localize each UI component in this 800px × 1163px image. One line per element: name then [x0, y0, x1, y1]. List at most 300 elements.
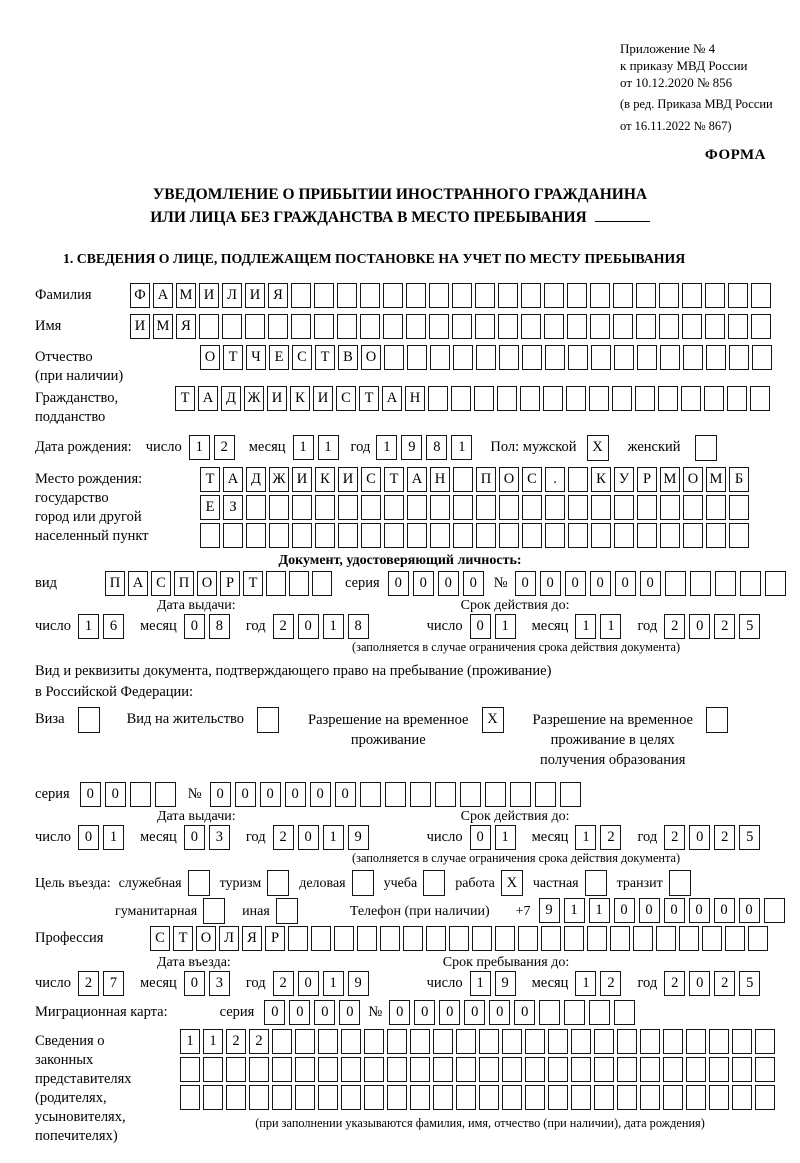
form-cell[interactable]: И	[130, 314, 150, 339]
form-cell[interactable]	[614, 1000, 635, 1025]
form-cell[interactable]	[521, 283, 541, 308]
form-cell[interactable]	[499, 345, 519, 370]
form-cell[interactable]	[729, 345, 749, 370]
form-cell[interactable]	[613, 283, 633, 308]
form-cell[interactable]	[292, 495, 312, 520]
form-cell[interactable]: 0	[540, 571, 561, 596]
form-cell[interactable]: X	[482, 707, 504, 733]
legal-reps-row3-cells[interactable]	[180, 1085, 780, 1110]
form-cell[interactable]	[728, 283, 748, 308]
form-cell[interactable]: 8	[209, 614, 230, 639]
form-cell[interactable]: Я	[242, 926, 262, 951]
residence-issue-year-cells[interactable]	[273, 825, 373, 850]
form-cell[interactable]	[637, 345, 657, 370]
form-cell[interactable]	[589, 386, 609, 411]
form-cell[interactable]: 0	[714, 898, 735, 923]
form-cell[interactable]	[502, 1085, 522, 1110]
form-cell[interactable]: Д	[246, 467, 266, 492]
form-cell[interactable]: 0	[388, 571, 409, 596]
form-cell[interactable]	[535, 782, 556, 807]
residence-expiry-day-cells[interactable]	[470, 825, 520, 850]
birth-year-cells[interactable]	[376, 435, 476, 460]
form-cell[interactable]: Е	[200, 495, 220, 520]
form-cell[interactable]: 0	[80, 782, 101, 807]
form-cell[interactable]: 0	[260, 782, 281, 807]
form-cell[interactable]: С	[522, 467, 542, 492]
form-cell[interactable]: 1	[323, 614, 344, 639]
form-cell[interactable]	[312, 571, 332, 596]
form-cell[interactable]	[479, 1029, 499, 1054]
form-cell[interactable]	[155, 782, 176, 807]
form-cell[interactable]: 1	[600, 614, 621, 639]
form-cell[interactable]: 2	[600, 971, 621, 996]
form-cell[interactable]	[525, 1085, 545, 1110]
form-cell[interactable]: 2	[273, 971, 294, 996]
form-cell[interactable]: Т	[359, 386, 379, 411]
form-cell[interactable]	[203, 1085, 223, 1110]
form-cell[interactable]	[568, 467, 588, 492]
form-cell[interactable]: М	[153, 314, 173, 339]
form-cell[interactable]: С	[151, 571, 171, 596]
form-cell[interactable]	[485, 782, 506, 807]
form-cell[interactable]: 0	[298, 614, 319, 639]
form-cell[interactable]: 1	[293, 435, 314, 460]
form-cell[interactable]	[729, 495, 749, 520]
form-cell[interactable]	[269, 523, 289, 548]
form-cell[interactable]: М	[706, 467, 726, 492]
form-cell[interactable]: 0	[639, 898, 660, 923]
form-cell[interactable]	[750, 386, 770, 411]
form-cell[interactable]	[435, 782, 456, 807]
form-cell[interactable]	[423, 870, 445, 896]
form-cell[interactable]: 1	[495, 825, 516, 850]
form-cell[interactable]	[518, 926, 538, 951]
form-cell[interactable]: 0	[470, 825, 491, 850]
form-cell[interactable]	[295, 1029, 315, 1054]
form-cell[interactable]: 0	[463, 571, 484, 596]
form-cell[interactable]: 0	[184, 614, 205, 639]
form-cell[interactable]	[456, 1029, 476, 1054]
form-cell[interactable]: 1	[589, 898, 610, 923]
form-cell[interactable]	[520, 386, 540, 411]
form-cell[interactable]	[614, 345, 634, 370]
form-cell[interactable]	[315, 495, 335, 520]
form-cell[interactable]: 0	[640, 571, 661, 596]
form-cell[interactable]	[522, 523, 542, 548]
form-cell[interactable]	[560, 782, 581, 807]
identity-expiry-day-cells[interactable]	[470, 614, 520, 639]
form-cell[interactable]: 1	[318, 435, 339, 460]
form-cell[interactable]: 2	[600, 825, 621, 850]
form-cell[interactable]	[383, 314, 403, 339]
residence-issue-month-cells[interactable]	[184, 825, 234, 850]
form-cell[interactable]: Ж	[269, 467, 289, 492]
form-cell[interactable]: Т	[315, 345, 335, 370]
form-cell[interactable]: Я	[176, 314, 196, 339]
form-cell[interactable]	[352, 870, 374, 896]
form-cell[interactable]	[403, 926, 423, 951]
form-cell[interactable]	[640, 1057, 660, 1082]
purpose-other-checkbox[interactable]	[276, 898, 301, 924]
form-cell[interactable]	[765, 571, 786, 596]
form-cell[interactable]	[428, 386, 448, 411]
form-cell[interactable]	[633, 926, 653, 951]
form-cell[interactable]	[658, 386, 678, 411]
form-cell[interactable]: 0	[210, 782, 231, 807]
form-cell[interactable]	[544, 283, 564, 308]
form-cell[interactable]	[683, 345, 703, 370]
form-cell[interactable]: 1	[495, 614, 516, 639]
form-cell[interactable]	[360, 283, 380, 308]
form-cell[interactable]	[660, 345, 680, 370]
form-cell[interactable]: Т	[175, 386, 195, 411]
form-cell[interactable]	[289, 571, 309, 596]
form-cell[interactable]	[430, 523, 450, 548]
form-cell[interactable]	[430, 495, 450, 520]
form-cell[interactable]	[472, 926, 492, 951]
form-cell[interactable]: 2	[714, 825, 735, 850]
form-cell[interactable]	[640, 1029, 660, 1054]
form-cell[interactable]	[453, 345, 473, 370]
form-cell[interactable]: Д	[221, 386, 241, 411]
form-cell[interactable]	[180, 1085, 200, 1110]
form-cell[interactable]	[334, 926, 354, 951]
form-cell[interactable]: 2	[664, 825, 685, 850]
form-cell[interactable]	[295, 1085, 315, 1110]
form-cell[interactable]	[522, 495, 542, 520]
form-cell[interactable]: 2	[664, 614, 685, 639]
form-cell[interactable]: 1	[203, 1029, 223, 1054]
form-cell[interactable]: П	[476, 467, 496, 492]
entry-day-cells[interactable]	[78, 971, 128, 996]
form-cell[interactable]	[249, 1085, 269, 1110]
form-cell[interactable]: 1	[103, 825, 124, 850]
form-cell[interactable]: О	[196, 926, 216, 951]
identity-expiry-month-cells[interactable]	[575, 614, 625, 639]
form-cell[interactable]: 9	[495, 971, 516, 996]
form-cell[interactable]	[594, 1085, 614, 1110]
form-cell[interactable]: Т	[200, 467, 220, 492]
residence-doc-series-cells[interactable]	[80, 782, 180, 807]
form-cell[interactable]: 0	[615, 571, 636, 596]
form-cell[interactable]	[495, 926, 515, 951]
form-cell[interactable]	[715, 571, 736, 596]
form-cell[interactable]	[410, 1085, 430, 1110]
form-cell[interactable]	[732, 1085, 752, 1110]
residence-expiry-month-cells[interactable]	[575, 825, 625, 850]
form-cell[interactable]	[705, 314, 725, 339]
form-cell[interactable]	[410, 1029, 430, 1054]
form-cell[interactable]	[502, 1057, 522, 1082]
stay-year-cells[interactable]	[664, 971, 764, 996]
form-cell[interactable]	[617, 1085, 637, 1110]
form-cell[interactable]	[660, 523, 680, 548]
form-cell[interactable]: 2	[273, 614, 294, 639]
form-cell[interactable]: Т	[384, 467, 404, 492]
form-cell[interactable]: 0	[314, 1000, 335, 1025]
form-cell[interactable]	[199, 314, 219, 339]
form-cell[interactable]: 9	[348, 825, 369, 850]
form-cell[interactable]	[476, 345, 496, 370]
form-cell[interactable]: 1	[323, 971, 344, 996]
birth-place-row3-cells[interactable]	[200, 523, 752, 548]
form-cell[interactable]: 5	[739, 971, 760, 996]
form-cell[interactable]	[226, 1085, 246, 1110]
form-cell[interactable]	[387, 1085, 407, 1110]
legal-reps-row1-cells[interactable]	[180, 1029, 780, 1054]
form-cell[interactable]	[521, 314, 541, 339]
form-cell[interactable]	[589, 1000, 610, 1025]
purpose-transit-checkbox[interactable]	[669, 870, 694, 896]
form-cell[interactable]: 0	[514, 1000, 535, 1025]
form-cell[interactable]: 2	[249, 1029, 269, 1054]
form-cell[interactable]: 9	[348, 971, 369, 996]
form-cell[interactable]: Л	[222, 283, 242, 308]
form-cell[interactable]: 2	[226, 1029, 246, 1054]
form-cell[interactable]: 0	[689, 971, 710, 996]
stay-month-cells[interactable]	[575, 971, 625, 996]
form-cell[interactable]	[385, 782, 406, 807]
form-cell[interactable]	[659, 314, 679, 339]
form-cell[interactable]	[706, 495, 726, 520]
form-cell[interactable]	[291, 283, 311, 308]
form-cell[interactable]: 1	[564, 898, 585, 923]
form-cell[interactable]	[543, 386, 563, 411]
form-cell[interactable]	[245, 314, 265, 339]
form-cell[interactable]	[188, 870, 210, 896]
form-cell[interactable]: 5	[739, 614, 760, 639]
form-cell[interactable]: X	[501, 870, 523, 896]
form-cell[interactable]	[498, 314, 518, 339]
form-cell[interactable]	[590, 283, 610, 308]
form-cell[interactable]	[640, 1085, 660, 1110]
residence-doc-number-cells[interactable]	[210, 782, 585, 807]
form-cell[interactable]: 0	[298, 825, 319, 850]
form-cell[interactable]	[663, 1085, 683, 1110]
form-cell[interactable]	[567, 314, 587, 339]
form-cell[interactable]	[725, 926, 745, 951]
form-cell[interactable]	[755, 1029, 775, 1054]
form-cell[interactable]	[364, 1085, 384, 1110]
form-cell[interactable]: 0	[739, 898, 760, 923]
form-cell[interactable]: Ф	[130, 283, 150, 308]
form-cell[interactable]	[430, 345, 450, 370]
form-cell[interactable]: И	[313, 386, 333, 411]
form-cell[interactable]	[682, 283, 702, 308]
patronymic-input-cells[interactable]	[200, 345, 775, 370]
form-cell[interactable]: 1	[78, 614, 99, 639]
form-cell[interactable]	[452, 314, 472, 339]
form-cell[interactable]	[764, 898, 785, 923]
form-cell[interactable]: 0	[614, 898, 635, 923]
form-cell[interactable]	[78, 707, 100, 733]
entry-month-cells[interactable]	[184, 971, 234, 996]
purpose-work-checkbox[interactable]	[501, 870, 526, 896]
residence-permit-checkbox[interactable]	[257, 707, 282, 733]
form-cell[interactable]	[706, 345, 726, 370]
identity-issue-day-cells[interactable]	[78, 614, 128, 639]
form-cell[interactable]	[460, 782, 481, 807]
form-cell[interactable]: 8	[348, 614, 369, 639]
purpose-tourism-checkbox[interactable]	[267, 870, 292, 896]
surname-input-cells[interactable]	[130, 283, 774, 308]
form-cell[interactable]: К	[290, 386, 310, 411]
purpose-humanitarian-checkbox[interactable]	[203, 898, 228, 924]
form-cell[interactable]	[341, 1057, 361, 1082]
entry-year-cells[interactable]	[273, 971, 373, 996]
form-cell[interactable]	[360, 782, 381, 807]
form-cell[interactable]	[663, 1057, 683, 1082]
form-cell[interactable]	[410, 782, 431, 807]
form-cell[interactable]: Р	[220, 571, 240, 596]
form-cell[interactable]	[709, 1057, 729, 1082]
form-cell[interactable]	[635, 386, 655, 411]
form-cell[interactable]	[587, 926, 607, 951]
form-cell[interactable]: И	[267, 386, 287, 411]
form-cell[interactable]: Т	[243, 571, 263, 596]
form-cell[interactable]: 0	[515, 571, 536, 596]
form-cell[interactable]	[729, 523, 749, 548]
form-cell[interactable]	[341, 1029, 361, 1054]
form-cell[interactable]	[364, 1029, 384, 1054]
migration-card-series-cells[interactable]	[264, 1000, 364, 1025]
form-cell[interactable]	[456, 1057, 476, 1082]
form-cell[interactable]: 0	[464, 1000, 485, 1025]
form-cell[interactable]	[361, 523, 381, 548]
form-cell[interactable]	[338, 495, 358, 520]
form-cell[interactable]: 1	[575, 825, 596, 850]
form-cell[interactable]: А	[198, 386, 218, 411]
form-cell[interactable]: 9	[401, 435, 422, 460]
form-cell[interactable]: 0	[339, 1000, 360, 1025]
form-cell[interactable]	[732, 1057, 752, 1082]
form-cell[interactable]: 1	[189, 435, 210, 460]
form-cell[interactable]: .	[545, 467, 565, 492]
form-cell[interactable]	[380, 926, 400, 951]
form-cell[interactable]: А	[223, 467, 243, 492]
form-cell[interactable]	[732, 1029, 752, 1054]
form-cell[interactable]	[384, 345, 404, 370]
form-cell[interactable]: 0	[264, 1000, 285, 1025]
form-cell[interactable]: 1	[575, 971, 596, 996]
form-cell[interactable]	[474, 386, 494, 411]
form-cell[interactable]: 0	[335, 782, 356, 807]
form-cell[interactable]	[407, 345, 427, 370]
form-cell[interactable]	[456, 1085, 476, 1110]
form-cell[interactable]	[475, 283, 495, 308]
form-cell[interactable]: 2	[78, 971, 99, 996]
form-cell[interactable]	[315, 523, 335, 548]
form-cell[interactable]	[314, 283, 334, 308]
form-cell[interactable]	[571, 1029, 591, 1054]
identity-issue-month-cells[interactable]	[184, 614, 234, 639]
form-cell[interactable]: 3	[209, 825, 230, 850]
migration-card-number-cells[interactable]	[389, 1000, 639, 1025]
birth-month-cells[interactable]	[293, 435, 343, 460]
form-cell[interactable]	[429, 314, 449, 339]
form-cell[interactable]: 8	[426, 435, 447, 460]
purpose-official-checkbox[interactable]	[188, 870, 213, 896]
form-cell[interactable]	[709, 1029, 729, 1054]
visa-checkbox[interactable]	[78, 707, 103, 733]
purpose-private-checkbox[interactable]	[585, 870, 610, 896]
form-cell[interactable]: 0	[298, 971, 319, 996]
form-cell[interactable]	[406, 314, 426, 339]
form-cell[interactable]	[748, 926, 768, 951]
form-cell[interactable]: 0	[285, 782, 306, 807]
form-cell[interactable]: 2	[214, 435, 235, 460]
form-cell[interactable]	[568, 523, 588, 548]
form-cell[interactable]	[682, 314, 702, 339]
form-cell[interactable]	[318, 1057, 338, 1082]
form-cell[interactable]: 0	[664, 898, 685, 923]
form-cell[interactable]: А	[153, 283, 173, 308]
form-cell[interactable]	[475, 314, 495, 339]
form-cell[interactable]	[502, 1029, 522, 1054]
form-cell[interactable]	[695, 435, 717, 461]
form-cell[interactable]	[751, 283, 771, 308]
form-cell[interactable]	[709, 1085, 729, 1110]
form-cell[interactable]	[564, 926, 584, 951]
form-cell[interactable]	[617, 1057, 637, 1082]
form-cell[interactable]	[222, 314, 242, 339]
form-cell[interactable]	[539, 1000, 560, 1025]
form-cell[interactable]	[291, 314, 311, 339]
form-cell[interactable]	[545, 345, 565, 370]
form-cell[interactable]: 1	[470, 971, 491, 996]
form-cell[interactable]	[292, 523, 312, 548]
form-cell[interactable]	[545, 523, 565, 548]
form-cell[interactable]	[407, 495, 427, 520]
form-cell[interactable]	[338, 523, 358, 548]
form-cell[interactable]: 0	[689, 825, 710, 850]
purpose-business-checkbox[interactable]	[352, 870, 377, 896]
form-cell[interactable]	[499, 495, 519, 520]
form-cell[interactable]	[522, 345, 542, 370]
form-cell[interactable]	[453, 495, 473, 520]
form-cell[interactable]	[311, 926, 331, 951]
edu-residence-permit-checkbox[interactable]	[706, 707, 731, 733]
form-cell[interactable]: Ч	[246, 345, 266, 370]
form-cell[interactable]	[267, 870, 289, 896]
form-cell[interactable]	[268, 314, 288, 339]
form-cell[interactable]	[200, 523, 220, 548]
form-cell[interactable]: 0	[105, 782, 126, 807]
form-cell[interactable]: Е	[269, 345, 289, 370]
form-cell[interactable]	[479, 1057, 499, 1082]
form-cell[interactable]: С	[336, 386, 356, 411]
form-cell[interactable]	[525, 1029, 545, 1054]
form-cell[interactable]	[679, 926, 699, 951]
form-cell[interactable]: О	[197, 571, 217, 596]
form-cell[interactable]	[499, 523, 519, 548]
form-cell[interactable]	[384, 495, 404, 520]
form-cell[interactable]	[548, 1029, 568, 1054]
form-cell[interactable]: 0	[289, 1000, 310, 1025]
form-cell[interactable]: 2	[714, 971, 735, 996]
form-cell[interactable]: 2	[664, 971, 685, 996]
identity-expiry-year-cells[interactable]	[664, 614, 764, 639]
form-cell[interactable]: В	[338, 345, 358, 370]
form-cell[interactable]	[545, 495, 565, 520]
form-cell[interactable]	[591, 345, 611, 370]
residence-issue-day-cells[interactable]	[78, 825, 128, 850]
form-cell[interactable]	[568, 345, 588, 370]
form-cell[interactable]: 0	[470, 614, 491, 639]
form-cell[interactable]: А	[407, 467, 427, 492]
form-cell[interactable]: Р	[265, 926, 285, 951]
form-cell[interactable]	[364, 1057, 384, 1082]
